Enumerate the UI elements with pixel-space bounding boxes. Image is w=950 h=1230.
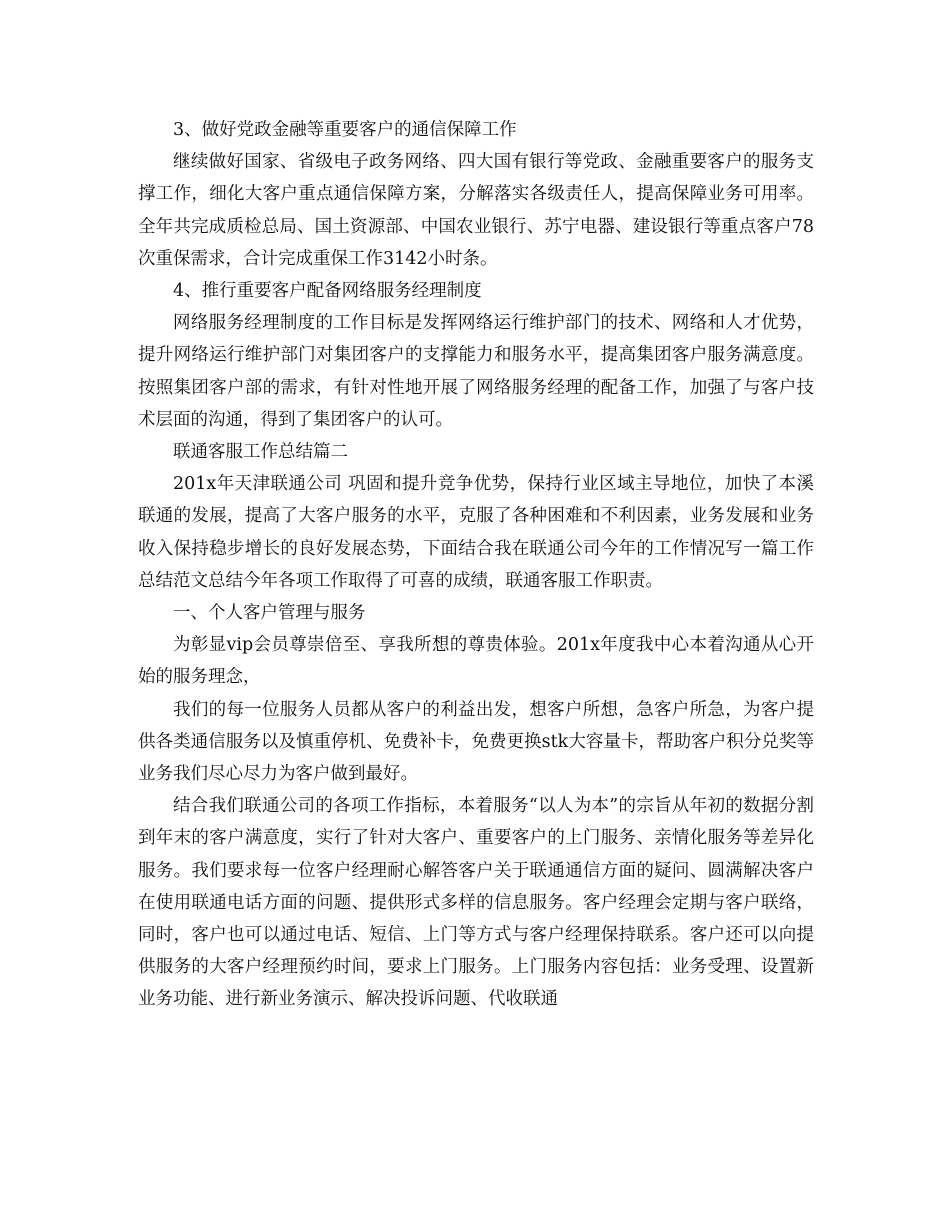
- paragraph-service-indicators: 结合我们联通公司的各项工作指标，本着服务“以人为本”的宗旨从年初的数据分割到年末的客户满意度，实行了针对大客户、重要客户的上门服务、亲情化服务等差异化服务。我们要求每一位客户经理耐心解答客户关于联通通信方面的疑问、圆满解决客户在使用联通电话方面的问题、提供形式多样的信息服务。客户经理会定期与客户联络，同时，客户也可以通过电话、短信、上门等方式与客户经理保持联系。客户还可以向提供服务的大客户经理预约时间，要求上门服务。上门服务内容包括：业务受理、设置新业务功能、进行新业务演示、解决投诉问题、代收联通: [138, 796, 814, 1010]
- paragraph-service-staff: 我们的每一位服务人员都从客户的利益出发，想客户所想，急客户所急，为客户提供各类通信服务以及慎重停机、免费补卡，免费更换stk大容量卡，帮助客户积分兑奖等业务我们尽心尽力为客户做到最好。: [138, 699, 814, 785]
- paragraph-vip-experience: 为彰显vip会员尊崇倍至、享我所想的尊贵体验。201x年度我中心本着沟通从心开始的服务理念，: [138, 635, 814, 688]
- paragraph-network-service-manager: 网络服务经理制度的工作目标是发挥网络运行维护部门的技术、网络和人才优势，提升网络运行维护部门对集团客户的支撑能力和服务水平，提高集团客户服务满意度。按照集团客户部的需求，有针对性地开展了网络服务经理的配备工作，加强了与客户技术层面的沟通，得到了集团客户的认可。: [138, 313, 814, 430]
- heading-network-service-manager: 4、推行重要客户配备网络服务经理制度: [173, 281, 482, 302]
- document-body: [138, 114, 814, 1016]
- heading-personal-client-service: 一、个人客户管理与服务: [173, 603, 366, 624]
- section-title-part-two: 联通客服工作总结篇二: [173, 442, 348, 463]
- paragraph-tianjin-unicom: 201x年天津联通公司 巩固和提升竞争优势，保持行业区域主导地位，加快了本溪联通的发展，提高了大客户服务的水平，克服了各种困难和不利因素，业务发展和业务收入保持稳步增长的良好发展态势，下面结合我在联通公司今年的工作情况写一篇工作总结范文总结今年各项工作取得了可喜的成绩，联通客服工作职责。: [138, 474, 814, 591]
- paragraph-communication-support: 继续做好国家、省级电子政务网络、四大国有银行等党政、金融重要客户的服务支撑工作，细化大客户重点通信保障方案，分解落实各级责任人，提高保障业务可用率。全年共完成质检总局、国土资源部、中国农业银行、苏宁电器、建设银行等重点客户78次重保需求，合计完成重保工作3142小时条。: [138, 152, 814, 269]
- heading-party-finance-clients: 3、做好党政金融等重要客户的通信保障工作: [173, 120, 517, 140]
